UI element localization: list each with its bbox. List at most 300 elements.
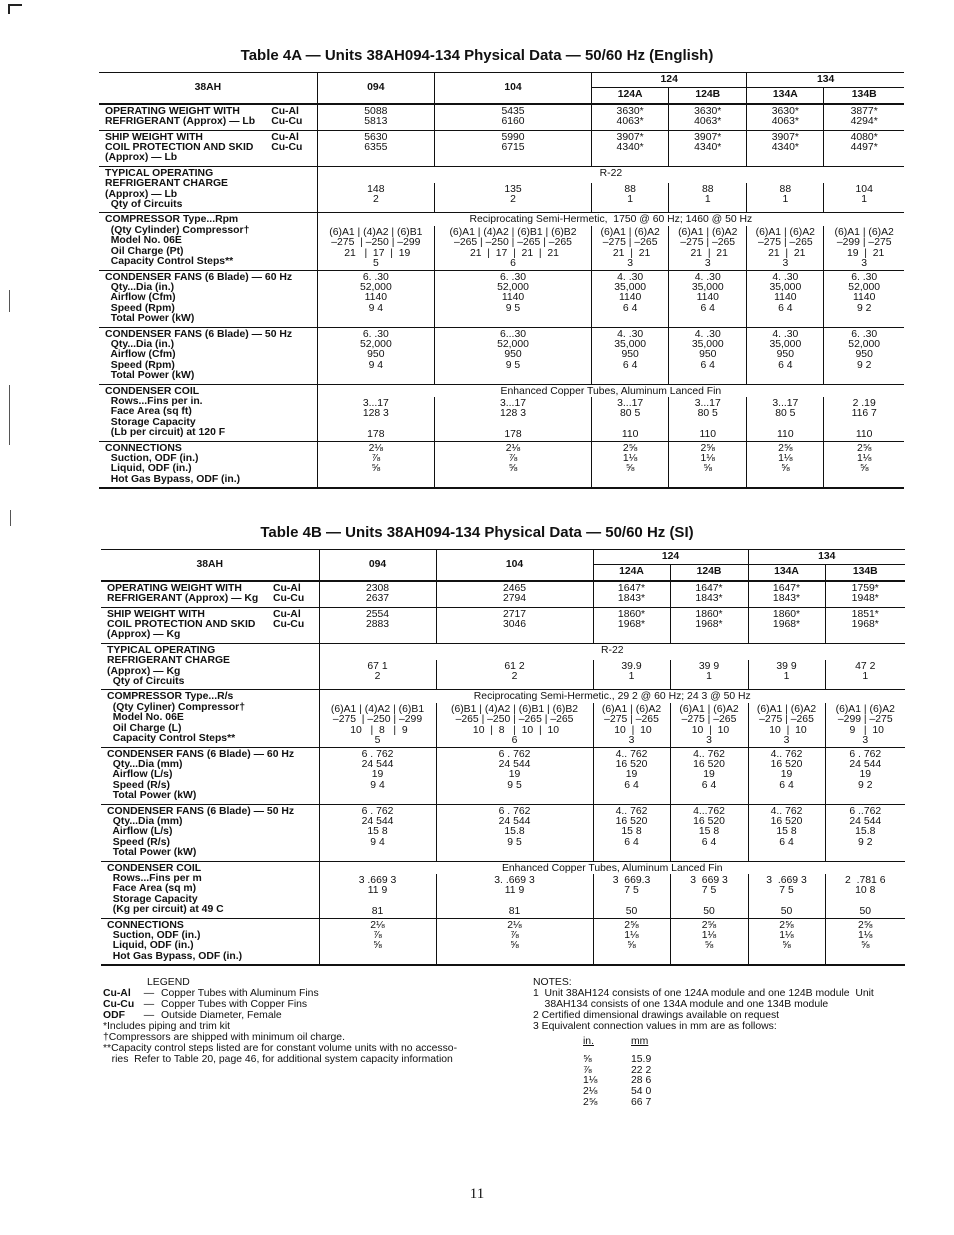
cell-134a (748, 747, 825, 804)
header-134a: 134A (747, 88, 824, 104)
legend-value: Outside Diameter, Female (161, 1010, 282, 1021)
cell-134b (825, 874, 905, 918)
header-094: 094 (319, 550, 436, 581)
table-row (99, 441, 904, 488)
eq-inches: 2⅝ (583, 1096, 598, 1108)
scan-artifact (9, 290, 10, 312)
cell-104 (436, 874, 593, 918)
row-label: CONDENSER COIL Rows...Fins per m Face Area (sq m) Storage Capacity (Kg per circuit) at 49 C (101, 861, 271, 918)
cell-value: 3...17 128 3 178 (499, 397, 526, 441)
cell-134b (824, 327, 904, 384)
cell-value: 2⅛ ⅞ ⅝ (370, 919, 385, 952)
table-4a-title: Table 4A — Units 38AH094-134 Physical Data — 50/60 Hz (English) (240, 47, 714, 64)
cell-094 (319, 747, 436, 804)
cell-094 (319, 804, 436, 861)
cell-134a (747, 441, 824, 488)
legend-item (103, 1010, 503, 1021)
cell-134b (825, 607, 905, 643)
cell-value: 4. .30 35,000 1140 6 4 (691, 271, 724, 314)
cell-124b (670, 747, 748, 804)
cell-value: (6)A1 | (6)A2 –275 | –265 10 | 10 3 (601, 703, 662, 747)
row-span-text: Enhanced Copper Tubes, Aluminum Lanced Fin (319, 861, 905, 874)
eq-header-in: in. (583, 1036, 594, 1047)
legend-value: Copper Tubes with Aluminum Fins (161, 988, 319, 999)
header-124a: 124A (592, 88, 669, 104)
cell-value: 39 9 1 (698, 660, 720, 683)
cell-value: (6)A1 | (6)A2 –275 | –265 21 | 21 3 (600, 226, 660, 270)
cell-134a (747, 183, 824, 213)
header-124b: 124B (670, 565, 748, 581)
table-row (99, 130, 904, 166)
cell-134a (748, 607, 825, 643)
cell-104 (436, 581, 593, 607)
cell-134a (747, 104, 824, 130)
cell-value: 2⅛ ⅞ ⅝ (507, 919, 522, 952)
cell-value: 2⅝ 1⅛ ⅝ (700, 442, 715, 475)
cell-value: 88 1 (624, 183, 636, 206)
cell-value: 6 . 762 24 544 15 8 9 4 (361, 805, 394, 848)
cell-104 (434, 226, 591, 270)
cell-094 (319, 703, 436, 747)
cell-value: 2554 2883 (365, 608, 390, 631)
cell-134b (825, 660, 905, 690)
cell-value: (6)A1 | (6)A2 –275 | –265 10 | 10 3 (679, 703, 739, 747)
legend-title: LEGEND (147, 977, 190, 988)
notes-block (533, 977, 913, 1032)
cell-value: (6)A1 | (6)A2 –275 | –265 21 | 21 3 (678, 226, 738, 270)
table-header-row (99, 73, 904, 88)
cell-value: 6 . 762 24 544 15.8 9 5 (498, 805, 531, 848)
cell-124a (592, 270, 669, 327)
cell-value: 3...17 80 5 110 (772, 397, 799, 441)
cell-value: 4. .30 35,000 1140 6 4 (769, 271, 802, 314)
header-134: 134 (747, 73, 904, 88)
cell-094 (319, 581, 436, 607)
cell-value: 3630* 4063* (771, 105, 799, 128)
cell-value: 2 .19 116 7 110 (851, 397, 877, 441)
eq-row (583, 1055, 671, 1066)
cell-value: 47 2 1 (855, 660, 876, 683)
cell-value: 3...17 128 3 178 (362, 397, 389, 441)
cell-value: (6)A1 | (6)A2 –275 | –265 10 | 10 3 (756, 703, 817, 747)
cell-value: 2⅝ 1⅛ ⅝ (856, 442, 872, 475)
eq-row (583, 1098, 671, 1109)
cell-094 (317, 327, 434, 384)
cell-value: 2465 2794 (502, 582, 527, 605)
cell-094 (317, 226, 434, 270)
cell-104 (436, 660, 593, 690)
cell-value: 4.. 762 16 520 19 6 4 (693, 748, 725, 791)
row-label: COMPRESSOR Type...Rpm (Qty Cylinder) Compressor† Model No. 06E Oil Charge (Pt) Capacity Control Steps** (99, 213, 269, 270)
cell-124b (669, 270, 747, 327)
cell-value: 6 . 762 24 544 19 9 2 (849, 748, 882, 791)
cell-value: 2308 2637 (365, 582, 390, 605)
cell-094 (317, 397, 434, 441)
cell-value: 67 1 2 (367, 660, 388, 683)
table-span-row (99, 384, 904, 397)
row-label: CONNECTIONS Suction, ODF (in.) Liquid, ODF (in.) Hot Gas Bypass, ODF (in.) (99, 441, 269, 488)
cell-134a (747, 130, 824, 166)
cell-124b (670, 607, 748, 643)
cell-value: 1860* 1968* (617, 608, 646, 631)
cell-094 (319, 660, 436, 690)
eq-header-mm: mm (631, 1036, 649, 1047)
cell-value: 6...30 52,000 950 9 5 (497, 328, 529, 371)
header-094: 094 (317, 73, 434, 104)
header-104: 104 (436, 550, 593, 581)
table-row (101, 607, 905, 643)
cell-value: 88 1 (779, 183, 792, 206)
cell-value: 1759* 1948* (851, 582, 879, 605)
page-corner-mark (8, 4, 22, 6)
legend-dash: — (143, 1010, 155, 1021)
cell-124a (592, 397, 669, 441)
cell-104 (436, 703, 593, 747)
cell-134a (748, 874, 825, 918)
scan-artifact (9, 385, 10, 445)
cell-124a (593, 918, 670, 965)
legend-key: Cu-Al (103, 988, 131, 999)
cell-134b (824, 130, 904, 166)
row-material (269, 441, 317, 488)
eq-millimeters: 28 6 (631, 1075, 652, 1087)
cell-value: 3 .669 3 11 9 81 (358, 874, 397, 918)
header-124b: 124B (669, 88, 747, 104)
cell-124b (670, 581, 748, 607)
header-124: 124 (592, 73, 747, 88)
cell-value: (6)A1 | (6)A2 –299 | –275 9 | 10 3 (835, 703, 895, 747)
row-label: CONDENSER FANS (6 Blade) — 60 Hz Qty...Dia (in.) Airflow (Cfm) Speed (Rpm) Total Power (kW) (99, 270, 269, 327)
cell-value: 5088 5813 (364, 105, 388, 128)
cell-value: 3. .669 3 11 9 81 (494, 874, 535, 918)
cell-value: 5630 6355 (364, 131, 388, 154)
row-label: TYPICAL OPERATING REFRIGERANT CHARGE (Approx) — Lb Qty of Circuits (99, 166, 269, 213)
row-material: Cu-Al Cu-Cu (271, 581, 319, 607)
cell-value: 3630* 4063* (616, 105, 644, 128)
cell-value: 6 ..762 24 544 15.8 9 2 (849, 805, 882, 848)
cell-124a (593, 804, 670, 861)
row-label: CONDENSER FANS (6 Blade) — 50 Hz Qty...Dia (mm) Airflow (L/s) Speed (R/s) Total Power (kW) (101, 804, 271, 861)
table-span-row (101, 643, 905, 660)
cell-124a (593, 660, 670, 690)
eq-inches: 2⅛ (583, 1086, 598, 1098)
equivalence-table (583, 1037, 671, 1109)
cell-134b (824, 441, 904, 488)
cell-134a (747, 327, 824, 384)
header-134b: 134B (824, 88, 904, 104)
cell-124b (669, 327, 747, 384)
cell-value: 1860* 1968* (695, 608, 723, 631)
cell-value: 6 . 762 24 544 19 9 5 (498, 748, 531, 791)
cell-104 (434, 130, 591, 166)
cell-value: 6 . 762 24 544 19 9 4 (361, 748, 394, 791)
cell-124a (592, 327, 669, 384)
cell-124a (592, 104, 669, 130)
header-124: 124 (593, 550, 748, 565)
table-row (101, 804, 905, 861)
cell-134b (825, 918, 905, 965)
row-label: CONDENSER COIL Rows...Fins per in. Face Area (sq ft) Storage Capacity (Lb per circuit) at 120 F (99, 384, 269, 441)
cell-134b (824, 104, 904, 130)
cell-104 (434, 270, 591, 327)
header-124a: 124A (593, 565, 670, 581)
cell-value: 4.. 762 16 520 19 6 4 (615, 748, 648, 791)
row-material: Cu-Al Cu-Cu (271, 607, 319, 643)
table-4b-title: Table 4B — Units 38AH094-134 Physical Data — 50/60 Hz (SI) (260, 524, 694, 541)
cell-134b (825, 747, 905, 804)
cell-134a (748, 581, 825, 607)
cell-124b (670, 703, 748, 747)
cell-124b (670, 660, 748, 690)
cell-124b (669, 226, 747, 270)
cell-value: 61 2 2 (504, 660, 525, 683)
cell-104 (434, 104, 591, 130)
legend-dash: — (143, 988, 155, 999)
cell-value: 1860* 1968* (772, 608, 801, 631)
table-row (99, 327, 904, 384)
cell-134b (824, 226, 904, 270)
table-row (99, 104, 904, 130)
cell-value: 4. .30 35,000 950 6 4 (614, 328, 647, 371)
cell-value: 3 669.3 7 5 50 (612, 874, 651, 918)
cell-094 (319, 607, 436, 643)
cell-124b (669, 397, 747, 441)
cell-134a (748, 804, 825, 861)
row-label: OPERATING WEIGHT WITH REFRIGERANT (Approx) — Lb (99, 104, 269, 130)
cell-124b (669, 104, 747, 130)
header-134a: 134A (748, 565, 825, 581)
row-label: COMPRESSOR Type...R/s (Qty Cyliner) Compressor† Model No. 06E Oil Charge (L) Capacity Control Steps** (101, 690, 271, 747)
cell-value: 2⅛ ⅞ ⅝ (368, 442, 384, 475)
cell-value: 4. .30 35,000 950 6 4 (769, 328, 802, 371)
cell-134a (747, 226, 824, 270)
cell-value: 39 9 1 (776, 660, 797, 683)
footnote-piping: *Includes piping and trim kit (103, 1021, 231, 1032)
cell-124a (593, 607, 670, 643)
cell-value: 5990 6715 (501, 131, 525, 154)
cell-094 (317, 104, 434, 130)
cell-value: 2⅝ 1⅛ ⅝ (779, 919, 794, 952)
cell-value: (6)B1 | (4)A2 | (6)B1 | (6)B2 –265 | –250 | –265 | –265 10 | 8 | 10 | 10 6 (450, 703, 579, 747)
cell-124a (593, 581, 670, 607)
cell-value: (6)A1 | (6)A2 –299 | –275 19 | 21 3 (834, 226, 894, 270)
cell-value: 88 1 (701, 183, 714, 206)
cell-104 (436, 918, 593, 965)
cell-value: (6)A1 | (4)A2 | (6)B1 | (6)B2 –265 | –250 | –265 | –265 21 | 17 | 21 | 21 6 (449, 226, 577, 270)
table-row (101, 581, 905, 607)
cell-value: 6. .30 52,000 950 9 2 (848, 328, 881, 371)
table-span-row (99, 166, 904, 183)
note-1: 1 Unit 38AH124 consists of one 124A module and one 124B module Unit 38AH134 consists of one 134A module and one 134B module (533, 988, 874, 1010)
cell-134b (825, 581, 905, 607)
row-label: SHIP WEIGHT WITH COIL PROTECTION AND SKID (Approx) — Kg (101, 607, 271, 643)
legend-value: Copper Tubes with Copper Fins (161, 999, 308, 1010)
row-label: SHIP WEIGHT WITH COIL PROTECTION AND SKID (Approx) — Lb (99, 130, 269, 166)
eq-inches: 1⅛ (583, 1075, 598, 1087)
row-material (271, 918, 319, 965)
cell-134a (748, 660, 825, 690)
row-span-text: Enhanced Copper Tubes, Aluminum Lanced Fin (317, 384, 904, 397)
header-unit: 38AH (101, 550, 319, 581)
cell-134b (824, 183, 904, 213)
eq-inches: ⅝ (583, 1053, 592, 1065)
legend-item (103, 999, 503, 1010)
cell-124a (592, 183, 669, 213)
cell-value: 4.. 762 16 520 19 6 4 (770, 748, 803, 791)
row-label: CONNECTIONS Suction, ODF (in.) Liquid, ODF (in.) Hot Gas Bypass, ODF (in.) (101, 918, 271, 965)
cell-value: 4080* 4497* (850, 131, 878, 154)
cell-134b (824, 270, 904, 327)
cell-124a (593, 703, 670, 747)
table-span-row (101, 861, 905, 874)
table-row (101, 747, 905, 804)
cell-124b (670, 874, 748, 918)
table-span-row (99, 213, 904, 226)
cell-value: 1647* 1843* (617, 582, 646, 605)
cell-104 (436, 607, 593, 643)
cell-134a (747, 270, 824, 327)
cell-134a (747, 397, 824, 441)
legend-key: ODF (103, 1010, 125, 1021)
cell-value: 4.. 762 16 520 15 8 6 4 (770, 805, 803, 848)
row-material (271, 643, 319, 690)
cell-value: 3907* 4340* (616, 131, 644, 154)
cell-134b (825, 703, 905, 747)
eq-millimeters: 15.9 (631, 1053, 652, 1065)
cell-value: 2⅛ ⅞ ⅝ (505, 442, 521, 475)
eq-millimeters: 66 7 (631, 1096, 652, 1108)
table-4b (101, 549, 905, 966)
row-material (271, 861, 319, 918)
header-104: 104 (434, 73, 591, 104)
header-134b: 134B (825, 565, 905, 581)
note-2: 2 Certified dimensional drawings available on request (533, 1010, 780, 1021)
cell-value: 4.. 762 16 520 15 8 6 4 (615, 805, 648, 848)
footnote-capacity: **Capacity control steps listed are for constant volume units with no accesso- ries Refer to Table 20, page 46, for additional system capacity information (103, 1043, 458, 1065)
cell-134a (748, 703, 825, 747)
cell-value: 1851* 1968* (851, 608, 879, 631)
table-header-row (101, 550, 905, 565)
note-3: 3 Equivalent connection values in mm are as follows: (533, 1021, 777, 1032)
cell-134b (825, 804, 905, 861)
cell-value: 6. .30 52,000 950 9 4 (359, 328, 392, 371)
cell-value: 135 2 (504, 183, 522, 206)
legend-block (103, 977, 503, 1065)
cell-value: (6)A1 | (6)A2 –275 | –265 21 | 21 3 (755, 226, 815, 270)
row-material: Cu-Al Cu-Cu (269, 130, 317, 166)
cell-value: (6)A1 | (4)A2 | (6)B1 –275 | –250 | –299 10 | 8 | 9 5 (330, 703, 425, 747)
header-unit: 38AH (99, 73, 317, 104)
cell-094 (319, 874, 436, 918)
cell-value: 4...762 16 520 15 8 6 4 (693, 805, 725, 848)
row-material (269, 213, 317, 270)
cell-value: 2⅝ 1⅛ ⅝ (778, 442, 793, 475)
cell-124b (669, 183, 747, 213)
footnote-oil: †Compressors are shipped with minimum oil charge. (103, 1032, 345, 1043)
row-label: CONDENSER FANS (6 Blade) — 60 Hz Qty...Dia (mm) Airflow (L/s) Speed (R/s) Total Power (kW) (101, 747, 271, 804)
cell-value: 1647* 1843* (695, 582, 723, 605)
cell-094 (317, 183, 434, 213)
row-span-text: R-22 (319, 643, 905, 660)
cell-value: 3...17 80 5 110 (694, 397, 721, 441)
cell-value: 3 .669 3 7 5 50 (766, 874, 807, 918)
row-material (271, 690, 319, 747)
cell-value: 3907* 4340* (771, 131, 799, 154)
row-span-text: Reciprocating Semi-Hermetic., 29 2 @ 60 Hz; 24 3 @ 50 Hz (319, 690, 905, 703)
cell-104 (434, 183, 591, 213)
cell-094 (319, 918, 436, 965)
row-material (269, 384, 317, 441)
table-row (101, 918, 905, 965)
cell-104 (434, 441, 591, 488)
header-134: 134 (748, 550, 905, 565)
page-number: 11 (469, 1186, 485, 1202)
cell-value: (6)A1 | (4)A2 | (6)B1 –275 | –250 | –299 21 | 17 | 19 5 (329, 226, 423, 270)
notes-title: NOTES: (533, 977, 572, 988)
row-label: TYPICAL OPERATING REFRIGERANT CHARGE (Approx) — Kg Qty of Circuits (101, 643, 271, 690)
eq-millimeters: 54 0 (631, 1086, 652, 1098)
row-span-text: Reciprocating Semi-Hermetic, 1750 @ 60 Hz; 1460 @ 50 Hz (317, 213, 904, 226)
cell-value: 4. .30 35,000 1140 6 4 (614, 271, 647, 314)
eq-inches: ⅞ (583, 1064, 592, 1076)
cell-124b (670, 918, 748, 965)
table-row (99, 270, 904, 327)
cell-value: 3877* 4294* (850, 105, 878, 128)
cell-104 (436, 747, 593, 804)
cell-value: 4. .30 35,000 950 6 4 (691, 328, 724, 371)
row-label: OPERATING WEIGHT WITH REFRIGERANT (Approx) — Kg (101, 581, 271, 607)
table-span-row (101, 690, 905, 703)
cell-value: 1647* 1843* (772, 582, 801, 605)
legend-dash: — (143, 999, 155, 1010)
cell-124b (670, 804, 748, 861)
row-label: CONDENSER FANS (6 Blade) — 50 Hz Qty...Dia (in.) Airflow (Cfm) Speed (Rpm) Total Power (kW) (99, 327, 269, 384)
cell-124a (592, 226, 669, 270)
cell-124a (593, 747, 670, 804)
cell-124b (669, 441, 747, 488)
cell-value: 6. .30 52,000 1140 9 5 (497, 271, 529, 314)
cell-value: 5435 6160 (501, 105, 525, 128)
cell-value: 2⅝ 1⅛ ⅝ (624, 919, 639, 952)
cell-value: 6. .30 52,000 1140 9 4 (359, 271, 392, 314)
cell-124a (592, 130, 669, 166)
cell-094 (317, 130, 434, 166)
cell-value: 2 .781 6 10 8 50 (845, 874, 886, 918)
cell-124a (593, 874, 670, 918)
legend-key: Cu-Cu (103, 999, 135, 1010)
cell-094 (317, 441, 434, 488)
cell-104 (436, 804, 593, 861)
cell-104 (434, 397, 591, 441)
cell-134b (824, 397, 904, 441)
cell-value: 3 669 3 7 5 50 (690, 874, 728, 918)
cell-value: 2⅝ 1⅛ ⅝ (858, 919, 873, 952)
cell-value: 2⅝ 1⅛ ⅝ (622, 442, 638, 475)
cell-value: 148 2 (367, 183, 385, 206)
cell-094 (317, 270, 434, 327)
cell-124b (669, 130, 747, 166)
cell-value: 104 1 (855, 183, 873, 206)
cell-104 (434, 327, 591, 384)
cell-134a (748, 918, 825, 965)
eq-millimeters: 22 2 (631, 1064, 652, 1076)
legend-item (103, 988, 503, 999)
cell-value: 2717 3046 (502, 608, 527, 631)
cell-124a (592, 441, 669, 488)
cell-value: 2⅝ 1⅛ ⅝ (701, 919, 717, 952)
row-material: Cu-Al Cu-Cu (269, 104, 317, 130)
cell-value: 39.9 1 (621, 660, 642, 683)
